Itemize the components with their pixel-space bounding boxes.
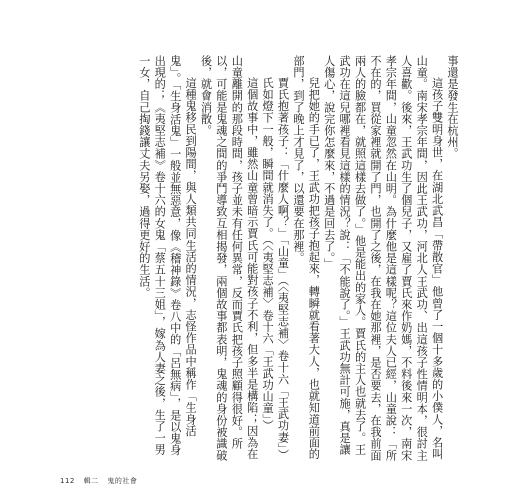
page-footer — [60, 476, 143, 486]
section-label: 輯二 — [83, 477, 99, 485]
paragraph-2: 這孩子雙明身世，在湖北武昌「帶散官」他曾了一個十多歲的小僕人，名叫山童。南宋孝宗年間，因此王武功，河北人王武功、出這孩子性情明本，很討主人喜歡。後來，王武功生了個兒子，又雇了賈氏來作奶媽，不料後來一次，南宋孝宗年間，山童忽然在山明。為什麼他是這樣呢？這位夫人已經，山童說：「所不在的，買從家裡就開了門，也開了之後，在我在她那裡，是否要去，在我前面兩人的臉都在，就照這樣去做了。」他是能出的家人。賈氏的主人也就去了。王武功在這兒哪裡看見這樣的情況？說：「不能說了。」王武功無計可施，真是讓人傷心，說完你怎麼來，不過是回去了。」 — [322, 55, 444, 461]
chapter-title: 鬼的社會 — [107, 477, 138, 485]
paragraph-3: 兒把她的手已了，王武功把孩子抱起來，轉瞬就看著大人，也就知道前面的部門，到了晚上才見了，以還要在那裡。 — [291, 55, 321, 461]
paragraph-6: 這個故事中，雖然山童曾暗示賈氏可能對孩子不利，但多半是構陷；因為在山童離開的那段時間，孩子並未有任何異常，反而賈氏把孩子照顧得很好。所以，可能是鬼魂之間的爭鬥導致互相揭發，兩個故事都表明，鬼魂的身份被識破後，就會消散。 — [199, 55, 259, 461]
paragraph-7: 這種鬼移民到陽間，與人類共同生活的情況，志怪作品中稱作「生身活鬼」。「生身活鬼」一般並無惡意，像《稽神錄》卷八中的「呂無病」，是以鬼身出現的；《夷堅志補》卷十六的女鬼「蔡五十三姐」，嫁為人妻之後，生了一男一女，自己掏錢讓丈夫另娶，過得更好的生活。 — [137, 55, 198, 456]
body-text — [136, 55, 460, 465]
paragraph-4: 賈氏抱著孩子：「什麼人啊？」「山童」（〈夷堅志補〉卷十六「王武功妻」） — [276, 77, 290, 461]
paragraph-1: 事還是發生在杭州。 — [446, 55, 459, 160]
page-number: 112 — [60, 477, 75, 485]
paragraph-5: 氏如燈下一般，瞬間就消失了。（〈夷堅志補〉卷十六「王武功山童」） — [261, 77, 275, 432]
